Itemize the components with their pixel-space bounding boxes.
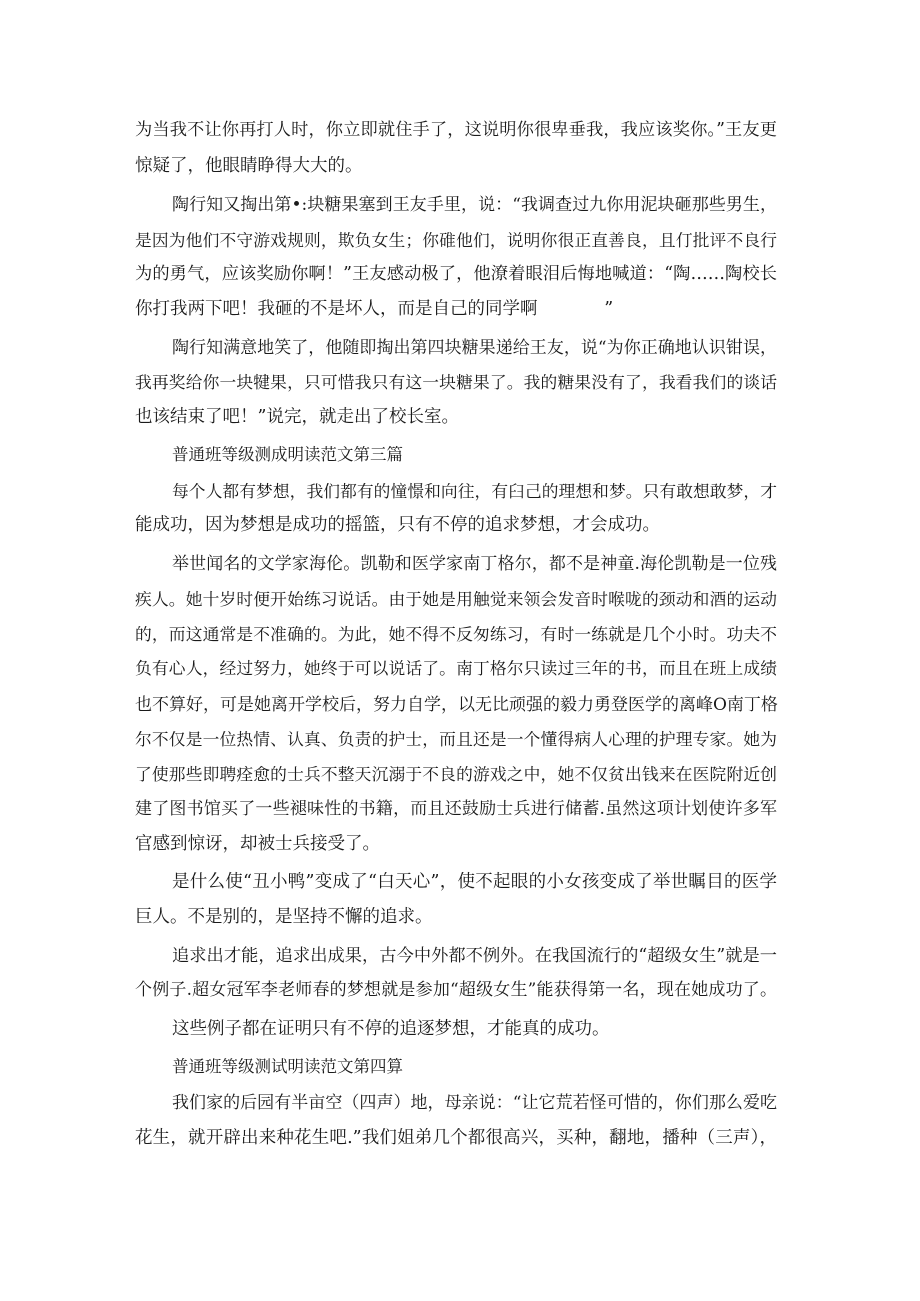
paragraph-line: 个例子.超女冠军李老师春的梦想就是参加“超级女生”能获得第一名，现在她成功了。 [135, 980, 777, 1000]
paragraph-line: 追求出才能，追求出成果，古今中外都不例外。在我国流行的“超级女生”就是一 [172, 946, 777, 966]
paragraph-line: 是什么使“丑小鸭”变成了“白天心”，使不起眼的小女孩变成了举世瞩目的医学 [172, 872, 777, 892]
paragraph-line: 陶行知又掏出第•:块糖果塞到王友手里，说：“我调查过九你用泥块砸那些男生， [172, 195, 777, 215]
section-heading: 普通班等级测成明读范文第三篇 [172, 445, 403, 464]
paragraph-line: 为的勇气，应该奖励你啊！”王友感动极了，他潦着眼泪后悔地喊道：“陶……陶校长 [135, 264, 777, 284]
paragraph-line: 我们家的后园有半亩空（四声）地，母亲说：“让它荒若怪可惜的，你们那么爱吃 [172, 1093, 777, 1113]
paragraph-line: 每个人都有梦想，我们都有的憧憬和向往，有臼己的理想和梦。只有敢想敢梦，才 [172, 481, 777, 501]
paragraph-line: 也不算好，可是她离开学校后，努力自学，以无比顽强的毅力勇登医学的离峰O南丁格 [135, 695, 778, 715]
paragraph-line: 的，而这通常是不准确的。为此，她不得不反匆练习，有时一练就是几个小时。功夫不 [135, 624, 777, 644]
paragraph-line: 官感到惊讶，却被士兵接受了。 [135, 834, 380, 854]
paragraph-line: 尔不仅是一位热情、认真、负责的护士，而且还是一个懂得病人心理的护理专家。她为 [135, 729, 777, 749]
paragraph-line: 惊疑了，他眼睛睁得大大的。 [135, 156, 363, 176]
paragraph-line: 花生，就开辟出来种花生吧.”我们姐弟几个都很高兴，买种，翻地，播种（三声）， [135, 1128, 777, 1148]
paragraph-line: 也该结束了吧！”说完，就走出了校长室。 [135, 407, 459, 427]
paragraph-line: 负有心人，经过努力，她终于可以说话了。南丁格尔只读过三年的书，而且在班上成绩 [135, 658, 777, 678]
paragraph-line: 巨人。不是别的，是坚持不懈的追求。 [135, 907, 433, 927]
paragraph-line: 为当我不让你再打人时，你立即就住手了，这说明你很卑垂我，我应该奖你。”王友更 [135, 120, 777, 140]
paragraph-line: 是因为他们不守游戏规则，欺负女生；你碓他们，说明你很正直善良，且仃批评不良行 [135, 230, 777, 250]
paragraph-line: 能成功，因为梦想是成功的摇篮，只有不停的追求梦想，才会成功。 [135, 515, 660, 535]
paragraph-line: 陶行知满意地笑了，他随即掏出第四块糖果递给王友，说“为你正确地认识钳误， [172, 338, 777, 358]
paragraph-line: 我再奖给你一块犍果，只可惜我只有这一块糖果了。我的糖果没有了，我看我们的谈话 [135, 372, 777, 392]
paragraph-line: 这些例子都在证明只有不停的追逐梦想，才能真的成功。 [172, 1019, 610, 1039]
paragraph-line: 举世闻名的文学家海伦。凯勒和医学家南丁格尔，都不是神童.海伦凯勒是一位残 [172, 554, 777, 574]
paragraph-line: 了使那些即聘痊愈的士兵不整天沉溺于不良的游戏之中，她不仅贫出钱来在医院附近创 [135, 764, 777, 784]
paragraph-line: 你打我两下吧！我砸的不是坏人，而是自己的同学啊 ” [135, 299, 614, 319]
paragraph-line: 疾人。她十岁时便开始练习说话。由于她是用触觉来领会发音时喉咙的颈动和酒的运动 [135, 589, 777, 609]
section-heading: 普通班等级测试明读范文第四算 [172, 1057, 403, 1076]
paragraph-line: 建了图书馆买了一些褪味性的书籍，而且还鼓励士兵进行储蓄.虽然这项计划使许多军 [135, 799, 777, 819]
